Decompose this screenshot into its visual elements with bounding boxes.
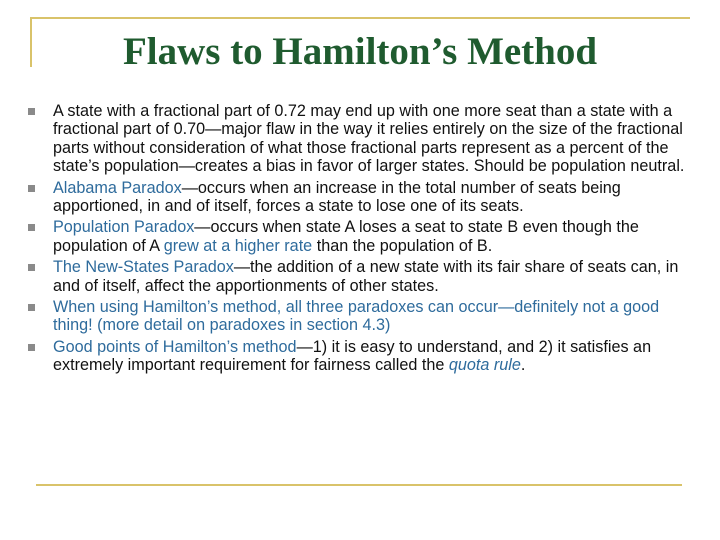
bullet-item-all-paradoxes <box>25 298 695 335</box>
bullet-highlight: The New-States Paradox <box>53 258 234 277</box>
square-bullet-icon <box>28 224 35 231</box>
slide-frame-bottom-rule <box>36 484 682 486</box>
bullet-highlight-rate: grew at a higher rate <box>163 236 313 255</box>
bullet-highlight: When using Hamilton’s method, all three paradoxes can occur—definitely not a good thing! (more detail on paradoxes in section 4.3) <box>53 298 660 335</box>
quota-rule-term: quota rule <box>448 356 521 375</box>
bullet-text: —the addition of a new state with its fair share of seats can, in and of itself, affect the apportionments of other states. <box>53 258 679 295</box>
square-bullet-icon <box>28 108 35 115</box>
bullet-item-new-states-paradox <box>25 258 695 295</box>
slide-content <box>25 102 695 378</box>
square-bullet-icon <box>28 185 35 192</box>
square-bullet-icon <box>28 304 35 311</box>
bullet-text-end: . <box>520 356 526 375</box>
bullet-item-alabama-paradox <box>25 179 695 216</box>
slide-frame-top-rule <box>30 17 690 19</box>
bullet-text-end: than the population of B. <box>312 236 493 255</box>
bullet-highlight: Good points of Hamilton’s method <box>53 337 297 356</box>
bullet-highlight: Population Paradox <box>53 218 195 237</box>
bullet-item-good-points <box>25 338 695 375</box>
bullet-list <box>25 102 695 375</box>
square-bullet-icon <box>28 344 35 351</box>
bullet-text: A state with a fractional part of 0.72 may end up with one more seat than a state with a fractional part of 0.70—major flaw in the way it relies entirely on the size of the fractional parts without consideration of what those fractional parts represent as a percent of the state’s population—creates a bias in favor of larger states. Should be population neutral. <box>53 102 685 176</box>
slide-title: Flaws to Hamilton’s Method <box>122 30 598 73</box>
bullet-highlight: Alabama Paradox <box>53 178 182 197</box>
square-bullet-icon <box>28 264 35 271</box>
bullet-item-population-paradox <box>25 218 695 255</box>
bullet-text: —occurs when state A loses a seat to state B even though the population of A <box>53 218 639 255</box>
bullet-text: —1) it is easy to understand, and 2) it satisfies an extremely important requirement for fairness called the <box>53 337 652 375</box>
bullet-item-fractional-part-flaw <box>25 102 695 176</box>
bullet-text: —occurs when an increase in the total number of seats being apportioned, in and of itself, forces a state to lose one of its seats. <box>53 178 621 216</box>
